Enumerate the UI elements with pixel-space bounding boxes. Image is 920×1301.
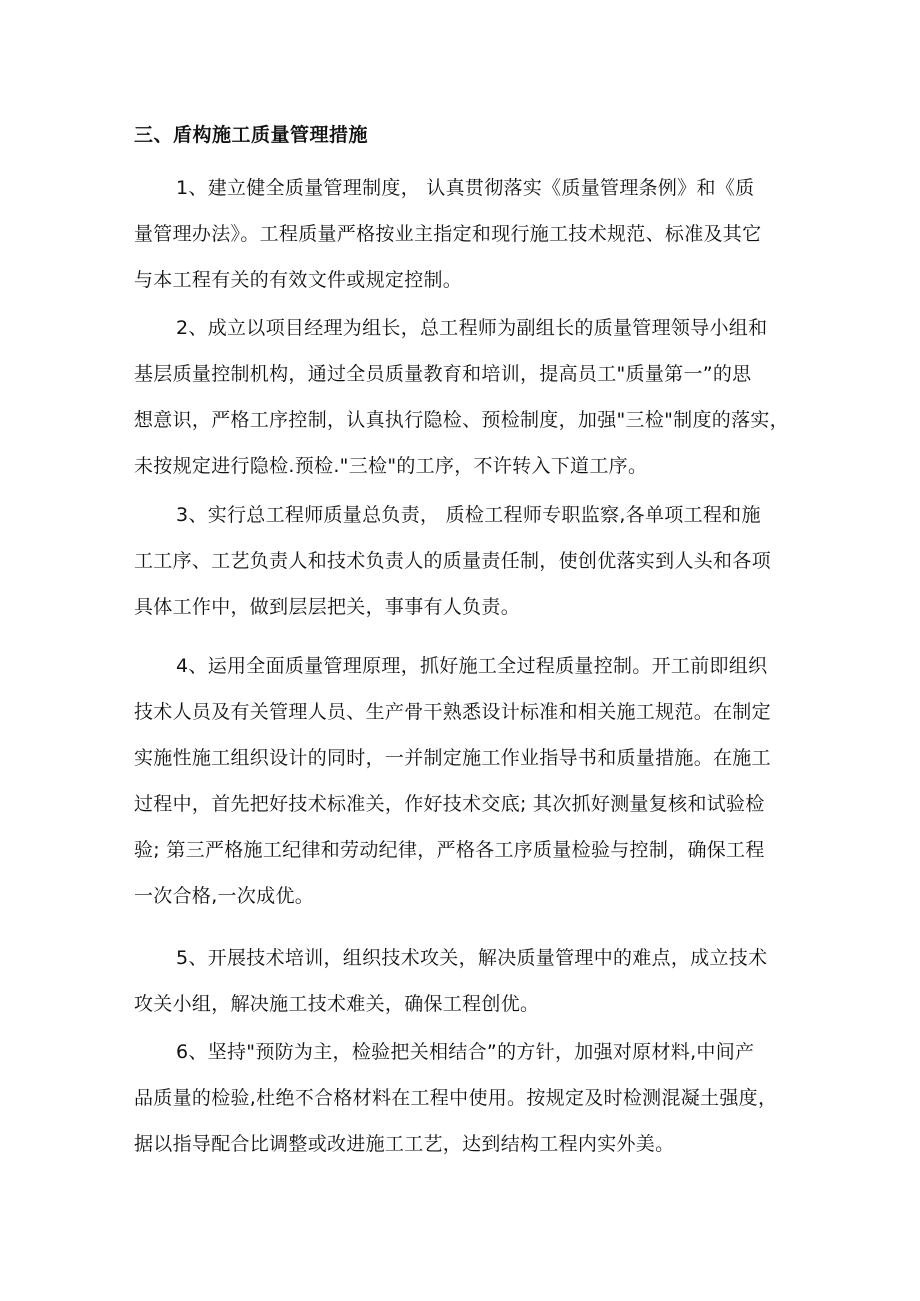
paragraph-line: 工工序、工艺负责人和技术负责人的质量责任制，使创优落实到人头和各项 [134, 550, 771, 572]
paragraph-line: 6、坚持"预防为主，检验把关相结合”的方针，加强对原材料,中间产 [176, 1041, 755, 1063]
paragraph-6 [134, 1029, 794, 1167]
paragraph-line: 一次合格,一次成优。 [134, 885, 315, 907]
paragraph-line: 攻关小组，解决施工技术难关，确保工程创优。 [134, 993, 540, 1015]
paragraph-line: 1、建立健全质量管理制度， 认真贯彻落实《质量管理条例》和《质 [176, 177, 755, 199]
paragraph-line: 3、实行总工程师质量总负责， 质检工程师专职监察,各单项工程和施 [176, 504, 761, 526]
paragraph-line: 技术人员及有关管理人员、生产骨干熟悉设计标准和相关施工规范。在制定 [134, 701, 771, 723]
paragraph-5 [134, 935, 794, 1027]
paragraph-line: 想意识，严格工序控制，认真执行隐检、预检制度，加强"三检"制度的落实， [134, 409, 789, 431]
paragraph-line: 4、运用全面质量管理原理，抓好施工全过程质量控制。开工前即组织 [176, 655, 768, 677]
paragraph-3 [134, 492, 794, 630]
paragraph-line: 5、开展技术培训，组织技术攻关，解决质量管理中的难点，成立技术 [176, 947, 768, 969]
paragraph-line: 验; 第三严格施工纪律和劳动纪律，严格各工序质量检验与控制，确保工程 [134, 839, 765, 861]
paragraph-1 [134, 165, 794, 303]
section-heading: 三、盾构施工质量管理措施 [134, 124, 369, 146]
paragraph-line: 具体工作中，做到层层把关，事事有人负责。 [134, 596, 521, 618]
paragraph-line: 与本工程有关的有效文件或规定控制。 [134, 269, 463, 291]
paragraph-line: 实施性施工组织设计的同时，一并制定施工作业指导书和质量措施。在施工 [134, 747, 771, 769]
paragraph-line: 基层质量控制机构，通过全员质量教育和培训，提高员工"质量第一”的思 [134, 363, 752, 385]
paragraph-line: 品质量的检验,杜绝不合格材料在工程中使用。按规定及时检测混凝土强度， [134, 1087, 778, 1109]
paragraph-line: 量管理办法》。工程质量严格按业主指定和现行施工技术规范、标准及其它 [134, 223, 762, 245]
paragraph-line: 未按规定进行隐检.预检."三检"的工序，不许转入下道工序。 [134, 455, 648, 477]
paragraph-line: 过程中，首先把好技术标准关，作好技术交底; 其次抓好测量复核和试验检 [134, 793, 765, 815]
paragraph-2 [134, 305, 794, 489]
paragraph-4 [134, 643, 794, 919]
paragraph-line: 据以指导配合比调整或改进施工工艺，达到结构工程内实外美。 [134, 1133, 675, 1155]
paragraph-line: 2、成立以项目经理为组长，总工程师为副组长的质量管理领导小组和 [176, 317, 768, 339]
